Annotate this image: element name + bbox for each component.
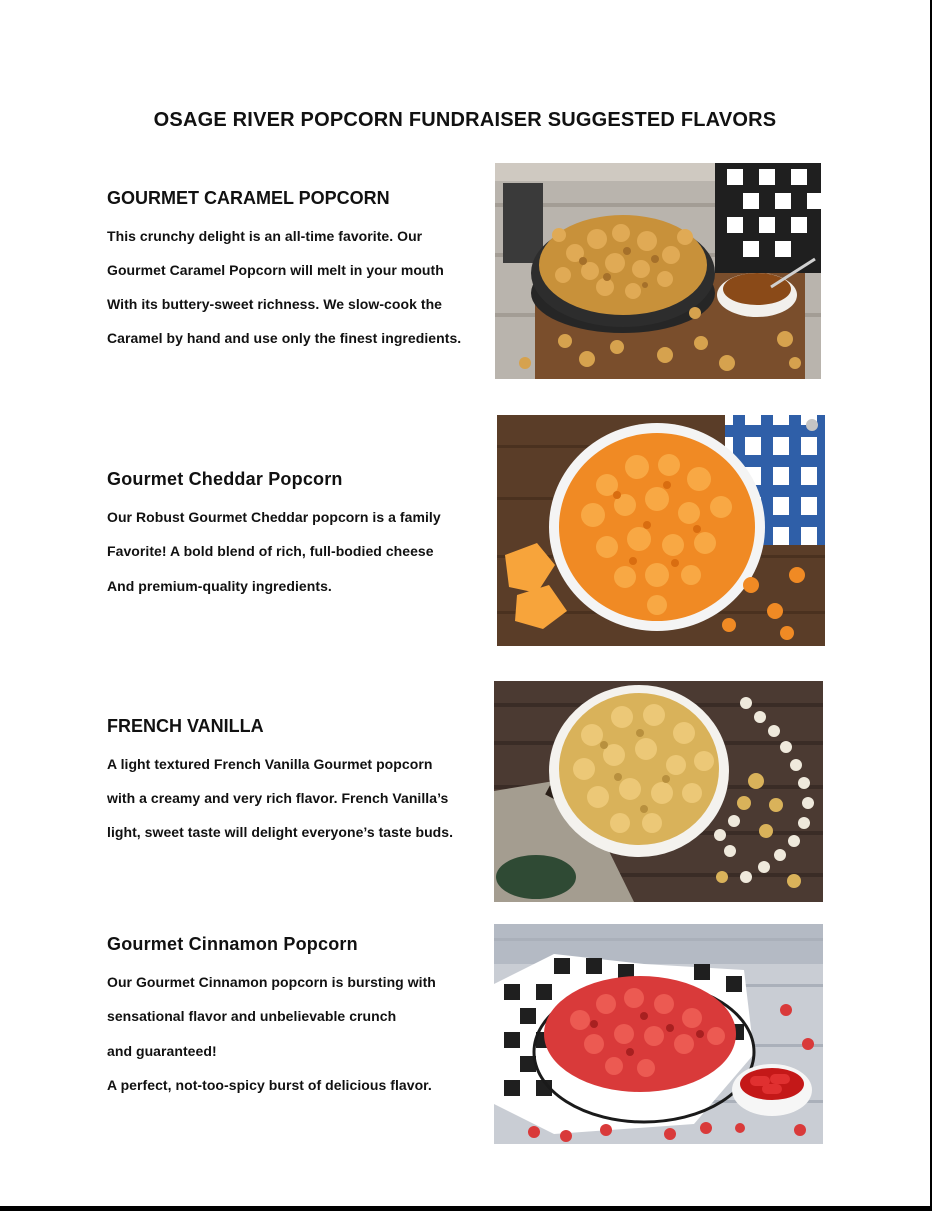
flavor-description-line: Favorite! A bold blend of rich, full-bodied cheese — [107, 543, 434, 559]
flavor-description-line: A perfect, not-too-spicy burst of delicious flavor. — [107, 1077, 432, 1093]
flavor-description-line: and guaranteed! — [107, 1043, 217, 1059]
flavor-description-line: light, sweet taste will delight everyone’s taste buds. — [107, 824, 454, 840]
flavor-description-line: And premium-quality ingredients. — [107, 578, 332, 594]
flavor-description-line: sensational flavor and unbelievable crunch — [107, 1008, 397, 1024]
cinnamon-popcorn-image — [494, 924, 823, 1144]
flavor-heading-cheddar: Gourmet Cheddar Popcorn — [107, 469, 343, 489]
flavor-description-line: Our Robust Gourmet Cheddar popcorn is a family — [107, 509, 441, 525]
vanilla-popcorn-photo — [494, 681, 823, 902]
flavor-description-line: with a creamy and very rich flavor. French Vanilla’s — [107, 790, 449, 806]
caramel-popcorn-photo — [495, 163, 821, 379]
vanilla-popcorn-image — [494, 681, 823, 902]
flavor-description-line: This crunchy delight is an all-time favorite. Our — [107, 228, 423, 244]
flavor-heading-french-vanilla: FRENCH VANILLA — [107, 716, 264, 736]
flavor-heading-caramel: GOURMET CARAMEL POPCORN — [107, 188, 390, 208]
flavor-description-line: A light textured French Vanilla Gourmet popcorn — [107, 756, 433, 772]
page-title: OSAGE RIVER POPCORN FUNDRAISER SUGGESTED FLAVORS — [153, 109, 777, 131]
flavor-description-line: With its buttery-sweet richness. We slow-cook the — [107, 296, 443, 312]
cinnamon-popcorn-photo — [494, 924, 823, 1144]
cheddar-popcorn-image — [497, 415, 825, 646]
flavor-description-line: Gourmet Caramel Popcorn will melt in your mouth — [107, 262, 444, 278]
cheddar-popcorn-photo — [497, 415, 825, 646]
flavor-heading-cinnamon: Gourmet Cinnamon Popcorn — [107, 934, 358, 954]
flavor-description-line: Our Gourmet Cinnamon popcorn is bursting with — [107, 974, 436, 990]
flavor-description-line: Caramel by hand and use only the finest ingredients. — [107, 330, 462, 346]
caramel-popcorn-image — [495, 163, 821, 379]
